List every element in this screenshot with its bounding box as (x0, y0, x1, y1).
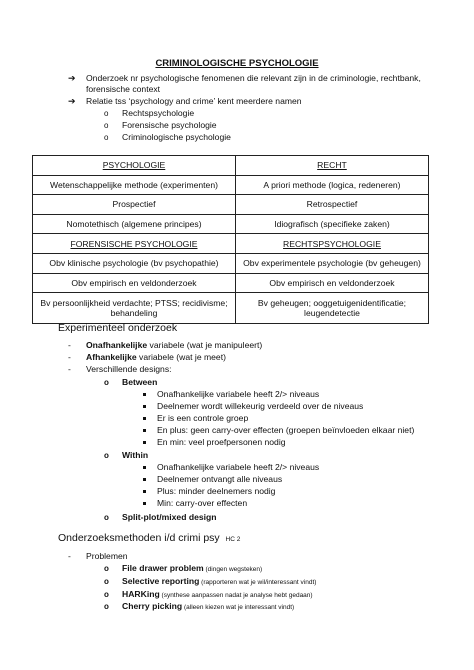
dash-bullet-icon: - (68, 352, 71, 362)
list-item: Deelnemer wordt willekeurig verdeeld over de niveaus (157, 401, 364, 411)
page-title: CRIMINOLOGISCHE PSYCHOLOGIE (155, 58, 319, 69)
table-cell: Obv experimentele psychologie (bv geheugen) (235, 253, 428, 273)
square-bullet-icon (143, 466, 146, 469)
square-bullet-icon (143, 405, 146, 408)
cell-line: Bv geheugen; ooggetuigenidentificatie; (257, 298, 407, 309)
cell-line: leugendetectie (304, 308, 360, 319)
table-cell: Obv empirisch en veldonderzoek (33, 273, 236, 293)
square-bullet-icon (143, 417, 146, 420)
list-item: Verschillende designs: (86, 364, 172, 374)
intro-bullet-1-line-1: Onderzoek nr psychologische fenomenen die relevant zijn in de criminologie, rechtbank, (86, 73, 421, 83)
square-bullet-icon (143, 441, 146, 444)
circle-bullet-icon: o (104, 121, 109, 130)
list-item: Onafhankelijke variabele heeft 2/> niveaus (157, 462, 320, 472)
section-heading-experimenteel: Experimenteel onderzoek (58, 322, 178, 334)
bold-term: Afhankelijke (86, 352, 137, 362)
list-item: Problemen (86, 551, 128, 561)
cell-line: Bv persoonlijkheid verdachte; PTSS; recidivisme; (40, 298, 228, 309)
list-item: Deelnemer ontvangt alle niveaus (157, 474, 283, 484)
circle-bullet-icon: o (104, 513, 109, 522)
table-row (33, 195, 429, 215)
circle-bullet-icon: o (104, 378, 109, 387)
table-cell (33, 293, 236, 324)
table-subheader-left: FORENSISCHE PSYCHOLOGIE (33, 234, 236, 254)
intro-bullet-1-line-2: forensische context (86, 84, 161, 94)
table-cell (235, 293, 428, 324)
section-heading-onderzoeksmethoden (58, 532, 240, 544)
square-bullet-icon (143, 393, 146, 396)
arrow-right-icon: ➔ (68, 73, 76, 83)
cell-line: behandeling (110, 308, 158, 319)
list-item: Onafhankelijke variabele heeft 2/> niveaus (157, 389, 320, 399)
circle-bullet-icon: o (104, 133, 109, 142)
circle-bullet-icon: o (104, 602, 109, 611)
list-item (86, 352, 226, 363)
square-bullet-icon (143, 502, 146, 505)
dash-bullet-icon: - (68, 551, 71, 561)
circle-bullet-icon: o (104, 451, 109, 460)
square-bullet-icon (143, 478, 146, 481)
list-item: Min: carry-over effecten (157, 498, 248, 508)
design-between: Between (122, 377, 158, 387)
problem-item (122, 601, 294, 613)
problem-term: Selective reporting (122, 576, 200, 586)
dash-bullet-icon: - (68, 364, 71, 374)
problem-item (122, 563, 262, 575)
table-header-right: RECHT (235, 156, 428, 176)
comparison-table (32, 155, 429, 324)
table-row (33, 214, 429, 234)
sub-item-3: Criminologische psychologie (122, 132, 231, 142)
table-row (33, 253, 429, 273)
list-item (86, 340, 262, 351)
table-subheader-right: RECHTSPSYCHOLOGIE (235, 234, 428, 254)
sub-item-2: Forensische psychologie (122, 120, 217, 130)
problem-term: HARKing (122, 589, 160, 599)
bold-term: Onafhankelijke (86, 340, 148, 350)
arrow-right-icon: ➔ (68, 96, 76, 106)
list-item: En min: veel proefpersonen nodig (157, 437, 286, 447)
table-header-left: PSYCHOLOGIE (33, 156, 236, 176)
list-item: Plus: minder deelnemers nodig (157, 486, 276, 496)
circle-bullet-icon: o (104, 577, 109, 586)
problem-note: (rapporteren wat je wil/interessant vindt) (199, 579, 317, 586)
table-cell: Nomotethisch (algemene principes) (33, 214, 236, 234)
list-item: En plus: geen carry-over effecten (groepen beïnvloeden elkaar niet) (157, 425, 415, 435)
heading-text: Onderzoeksmethoden i/d crimi psy (58, 532, 220, 544)
table-row (33, 273, 429, 293)
design-split-plot: Split-plot/mixed design (122, 512, 217, 522)
table-row (33, 293, 429, 324)
problem-item (122, 589, 313, 601)
table-cell: Retrospectief (235, 195, 428, 215)
table-row (33, 234, 429, 254)
table-cell: A priori methode (logica, redeneren) (235, 175, 428, 195)
sub-item-1: Rechtspsychologie (122, 108, 195, 118)
square-bullet-icon (143, 429, 146, 432)
lecture-tag: HC 2 (225, 536, 241, 543)
table-cell: Wetenschappelijke methode (experimenten) (33, 175, 236, 195)
table-row (33, 175, 429, 195)
circle-bullet-icon: o (104, 109, 109, 118)
problem-term: File drawer problem (122, 563, 204, 573)
circle-bullet-icon: o (104, 564, 109, 573)
circle-bullet-icon: o (104, 590, 109, 599)
table-row (33, 156, 429, 176)
intro-bullet-2: Relatie tss ‘psychology and crime’ kent meerdere namen (86, 96, 302, 106)
problem-note: (synthese aanpassen nadat je analyse hebt gedaan) (159, 592, 313, 599)
problem-item (122, 576, 316, 588)
list-item: Er is een controle groep (157, 413, 249, 423)
table-cell: Idiografisch (specifieke zaken) (235, 214, 428, 234)
table-cell: Obv empirisch en veldonderzoek (235, 273, 428, 293)
item-text: variabele (wat je manipuleert) (147, 340, 263, 350)
design-within: Within (122, 450, 149, 460)
problem-note: (alleen kiezen wat je interessant vindt) (182, 604, 295, 611)
table-cell: Obv klinische psychologie (bv psychopathie) (33, 253, 236, 273)
square-bullet-icon (143, 490, 146, 493)
item-text: variabele (wat je meet) (136, 352, 226, 362)
problem-term: Cherry picking (122, 601, 183, 611)
table-cell: Prospectief (33, 195, 236, 215)
problem-note: (dingen wegsteken) (203, 566, 263, 573)
dash-bullet-icon: - (68, 340, 71, 350)
